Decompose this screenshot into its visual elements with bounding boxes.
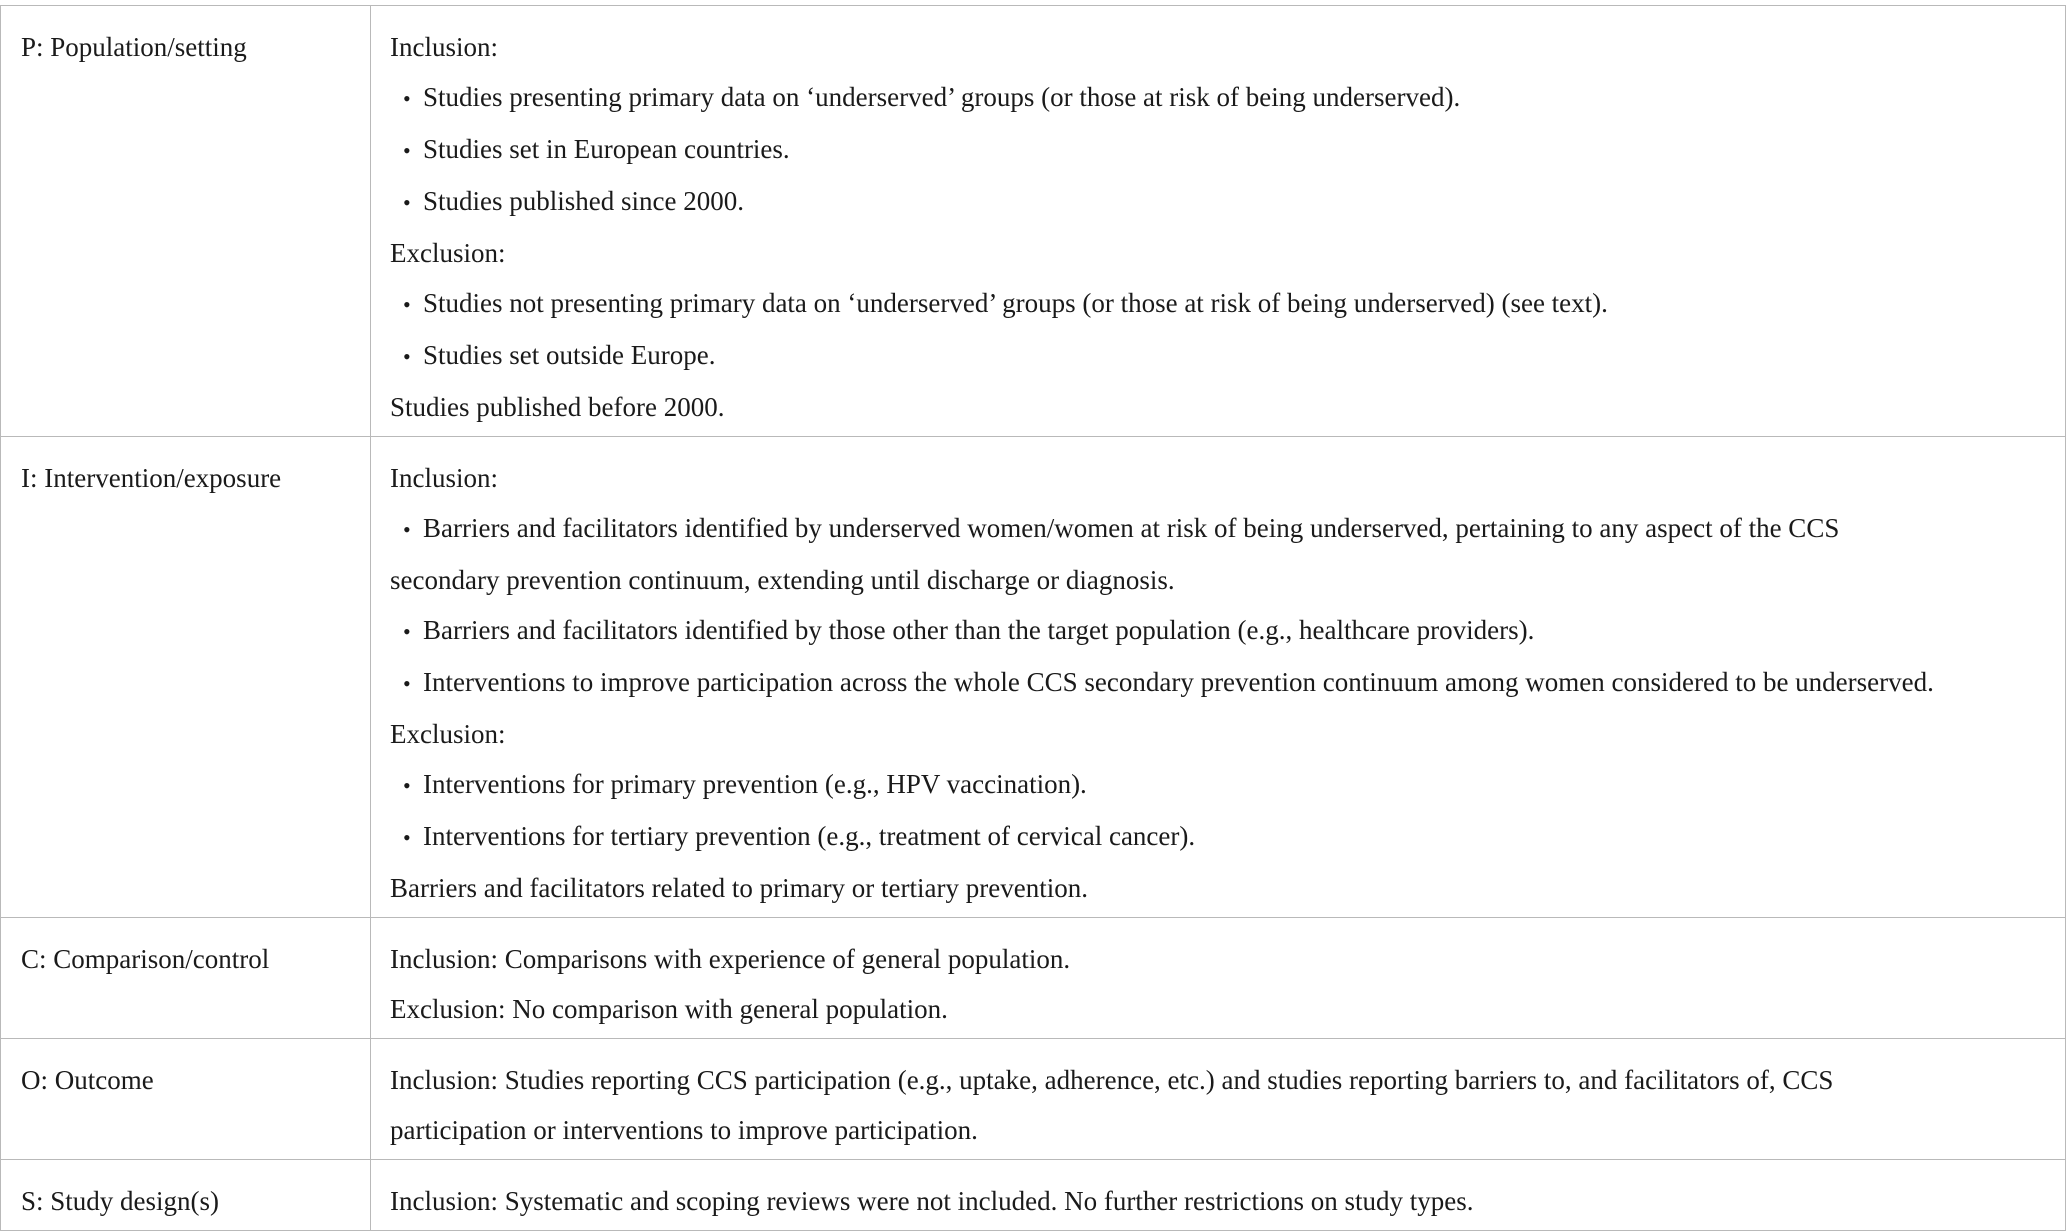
list-item-text: Barriers and facilitators identified by those other than the target population (e.g., healthcare providers). (423, 615, 1535, 645)
criteria-line: Inclusion: Comparisons with experience of general population. (390, 944, 1071, 974)
list-item (390, 278, 2055, 330)
list-item (390, 330, 2055, 382)
list-item-text: Studies published since 2000. (423, 186, 744, 216)
row-criteria-cell (371, 1160, 2066, 1231)
bullet-icon: • (403, 773, 411, 798)
list-item-text: Interventions for tertiary prevention (e.g., treatment of cervical cancer). (423, 821, 1196, 851)
exclusion-heading: Exclusion: (390, 719, 506, 749)
pico-criteria-table (0, 5, 2066, 1231)
list-item (390, 811, 2055, 863)
row-label: S: Study design(s) (21, 1186, 220, 1216)
exclusion-heading: Exclusion: (390, 238, 506, 268)
row-label-cell (1, 1039, 371, 1160)
list-item (390, 72, 2055, 124)
row-label-cell (1, 437, 371, 918)
list-item (390, 759, 2055, 811)
bullet-icon: • (403, 344, 411, 369)
criteria-line: Exclusion: No comparison with general population. (390, 994, 948, 1024)
bullet-icon: • (403, 292, 411, 317)
row-criteria-cell (371, 1039, 2066, 1160)
row-label: P: Population/setting (21, 32, 247, 62)
list-item-text: Barriers and facilitators identified by underserved women/women at risk of being underserved, pertaining to any aspect of the CCS (423, 513, 1840, 543)
list-item (390, 657, 2055, 709)
list-item (390, 605, 2055, 657)
row-criteria-cell (371, 918, 2066, 1039)
criteria-line: Inclusion: Systematic and scoping reviews were not included. No further restrictions on study types. (390, 1186, 1474, 1216)
row-label-cell (1, 6, 371, 437)
bullet-icon: • (403, 86, 411, 111)
list-item-text: Studies presenting primary data on ‘underserved’ groups (or those at risk of being underserved). (423, 82, 1461, 112)
list-item (390, 176, 2055, 228)
list-item-text: Interventions for primary prevention (e.g., HPV vaccination). (423, 769, 1087, 799)
list-item (390, 503, 2055, 555)
bullet-icon: • (403, 190, 411, 215)
criteria-line: Inclusion: Studies reporting CCS participation (e.g., uptake, adherence, etc.) and studies reporting barriers to, and facilitators of, CCS (390, 1065, 1834, 1095)
table-row (1, 918, 2066, 1039)
criteria-line: participation or interventions to improve participation. (390, 1115, 978, 1145)
list-item-continuation: secondary prevention continuum, extending until discharge or diagnosis. (390, 565, 1175, 595)
list-item-text: Studies set in European countries. (423, 134, 790, 164)
bullet-icon: • (403, 825, 411, 850)
trailing-text: Studies published before 2000. (390, 392, 725, 422)
row-criteria-cell (371, 437, 2066, 918)
row-label: I: Intervention/exposure (21, 463, 282, 493)
list-item-text: Studies set outside Europe. (423, 340, 716, 370)
table-row (1, 1160, 2066, 1231)
row-criteria-cell (371, 6, 2066, 437)
row-label: O: Outcome (21, 1065, 154, 1095)
bullet-icon: • (403, 671, 411, 696)
table-row (1, 1039, 2066, 1160)
row-label-cell (1, 918, 371, 1039)
inclusion-heading: Inclusion: (390, 32, 498, 62)
table-row (1, 6, 2066, 437)
list-item-text: Interventions to improve participation across the whole CCS secondary prevention continuum among women considered to be underserved. (423, 667, 1934, 697)
bullet-icon: • (403, 619, 411, 644)
bullet-icon: • (403, 138, 411, 163)
list-item (390, 124, 2055, 176)
inclusion-heading: Inclusion: (390, 463, 498, 493)
row-label-cell (1, 1160, 371, 1231)
trailing-text: Barriers and facilitators related to primary or tertiary prevention. (390, 873, 1088, 903)
table-row (1, 437, 2066, 918)
bullet-icon: • (403, 517, 411, 542)
row-label: C: Comparison/control (21, 944, 270, 974)
list-item-text: Studies not presenting primary data on ‘underserved’ groups (or those at risk of being underserved) (see text). (423, 288, 1608, 318)
